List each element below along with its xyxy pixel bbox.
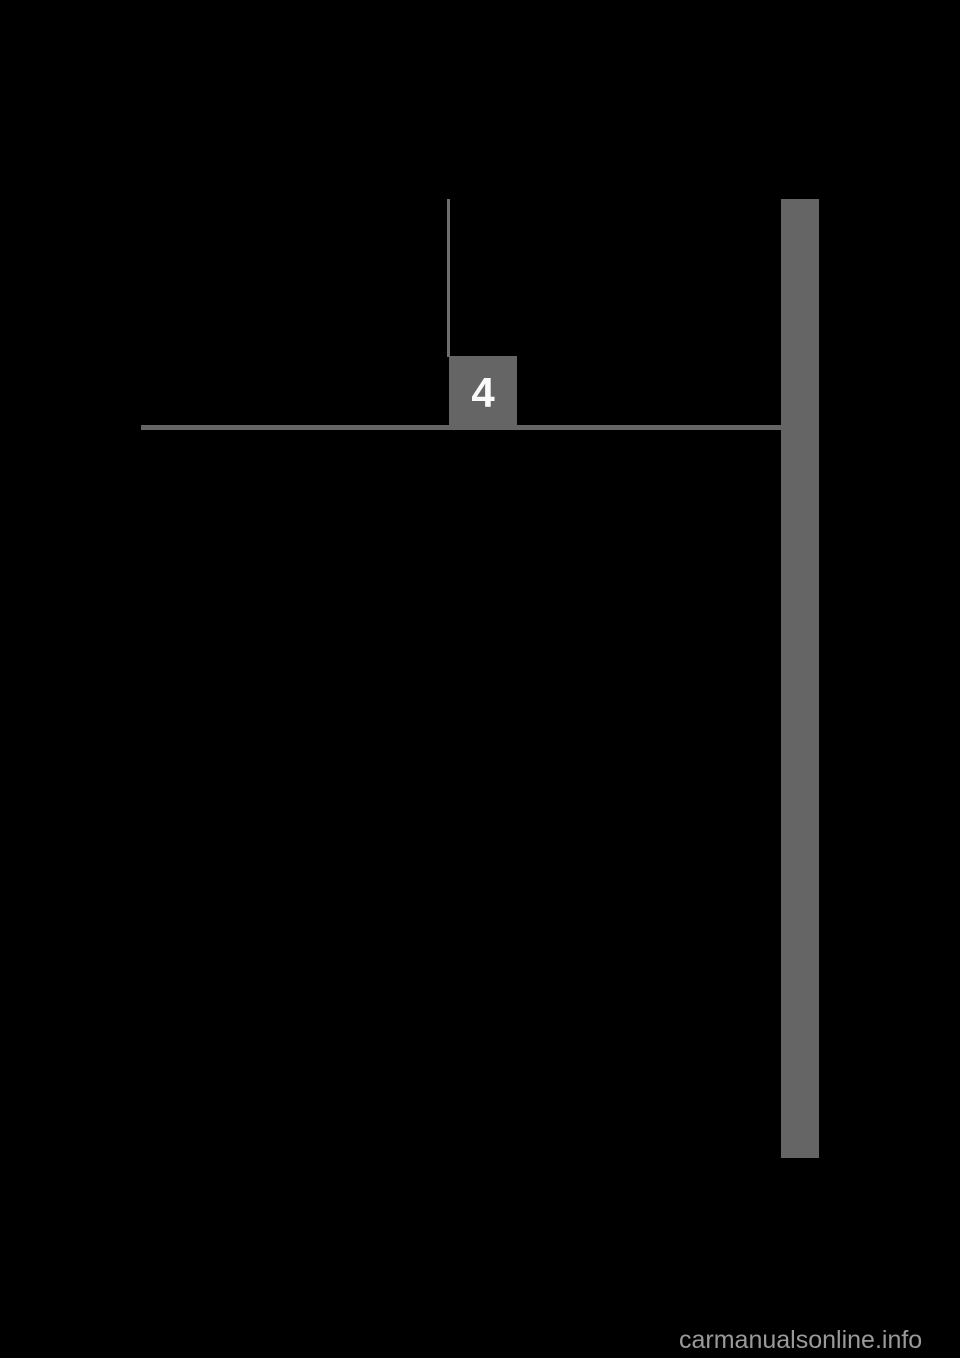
watermark-text: carmanualsonline.info <box>679 1326 923 1354</box>
chapter-side-tab <box>781 199 819 1158</box>
chapter-pointer-line <box>447 199 450 357</box>
chapter-number-box <box>449 356 517 430</box>
chapter-number: 4 <box>471 369 495 416</box>
section-divider-rule <box>141 425 781 430</box>
